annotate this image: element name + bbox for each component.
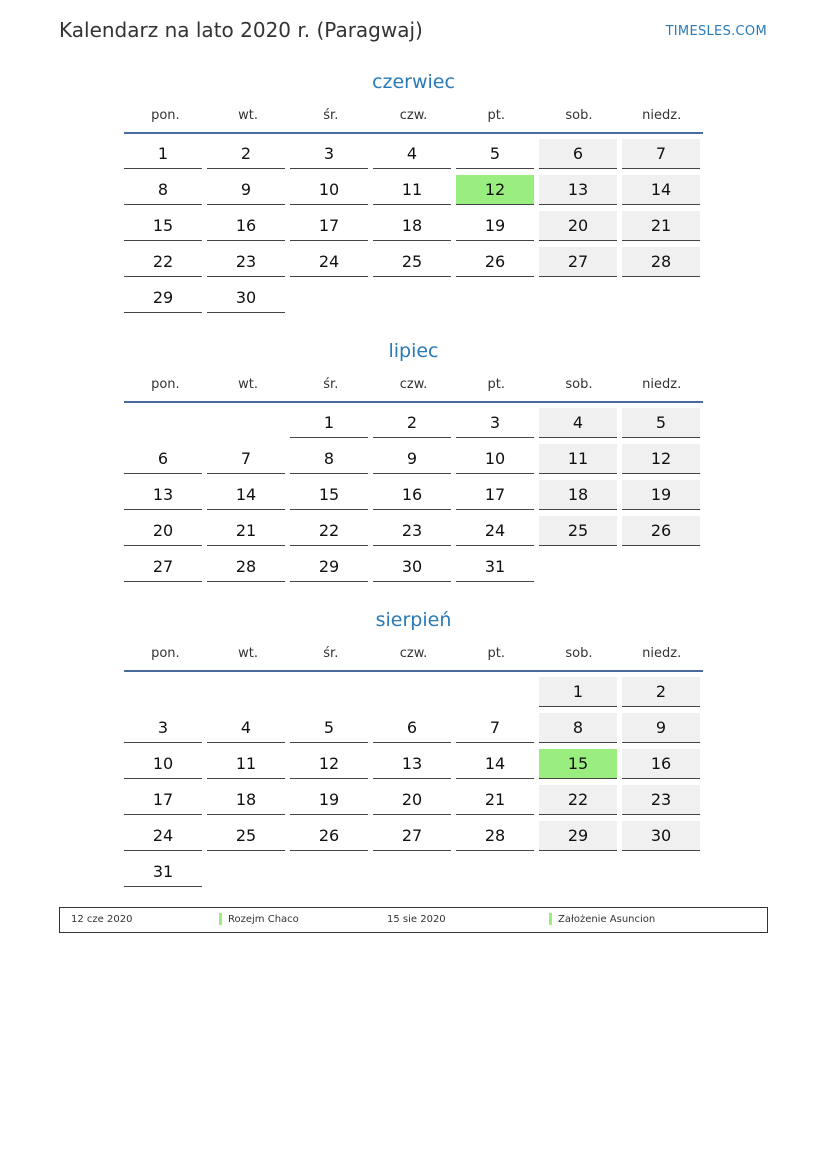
empty-day-cell [539,552,617,582]
holiday-day-cell: 12 [456,175,534,205]
day-cell: 25 [539,516,617,546]
legend-name-2: Założenie Asuncion [558,914,656,925]
day-cell: 2 [207,139,285,169]
empty-day-cell [539,857,617,887]
day-cell: 4 [373,139,451,169]
day-cell: 16 [622,749,700,779]
week-row [124,856,703,892]
weeks [124,407,703,587]
weekday-label: wt. [238,376,259,392]
weeks [124,676,703,892]
weekday-label: wt. [238,107,259,123]
day-cell: 11 [539,444,617,474]
weekday-header [124,367,703,403]
weekday-label: śr. [323,376,339,392]
weekday-label: pon. [151,107,180,123]
day-cell: 8 [539,713,617,743]
legend-marker-1 [219,913,222,925]
day-cell: 31 [124,857,202,887]
day-cell: 2 [373,408,451,438]
day-cell: 8 [290,444,368,474]
day-cell: 12 [290,749,368,779]
week-row [124,246,703,282]
day-cell: 11 [207,749,285,779]
week-row [124,479,703,515]
weekday-label: sob. [565,107,593,123]
legend-date-2: 15 sie 2020 [387,914,446,925]
day-cell: 5 [456,139,534,169]
day-cell: 16 [207,211,285,241]
holiday-legend [59,907,768,933]
month-title: sierpień [375,609,452,631]
week-row [124,820,703,856]
empty-day-cell [622,283,700,313]
week-row [124,443,703,479]
empty-day-cell [207,408,285,438]
empty-day-cell [124,677,202,707]
day-cell: 24 [456,516,534,546]
day-cell: 15 [290,480,368,510]
day-cell: 13 [124,480,202,510]
weekday-label: czw. [399,376,428,392]
day-cell: 23 [207,247,285,277]
week-row [124,551,703,587]
day-cell: 23 [622,785,700,815]
day-cell: 17 [124,785,202,815]
day-cell: 19 [622,480,700,510]
day-cell: 9 [373,444,451,474]
day-cell: 14 [207,480,285,510]
day-cell: 20 [124,516,202,546]
legend-name-1: Rozejm Chaco [228,914,299,925]
weekday-label: czw. [399,645,428,661]
day-cell: 15 [124,211,202,241]
holiday-day-cell: 15 [539,749,617,779]
day-cell: 10 [290,175,368,205]
day-cell: 2 [622,677,700,707]
day-cell: 21 [456,785,534,815]
legend-marker-2 [549,913,552,925]
day-cell: 7 [622,139,700,169]
day-cell: 17 [456,480,534,510]
day-cell: 29 [290,552,368,582]
day-cell: 27 [373,821,451,851]
empty-day-cell [373,283,451,313]
day-cell: 5 [290,713,368,743]
week-row [124,407,703,443]
week-row [124,138,703,174]
weekday-label: sob. [565,376,593,392]
day-cell: 18 [207,785,285,815]
month-title: czerwiec [372,71,455,93]
weekday-label: wt. [238,645,259,661]
day-cell: 29 [124,283,202,313]
empty-day-cell [290,857,368,887]
day-cell: 1 [290,408,368,438]
legend-date-1: 12 cze 2020 [71,914,133,925]
weekday-label: niedz. [642,645,682,661]
page-title: Kalendarz na lato 2020 r. (Paragwaj) [59,18,423,42]
day-cell: 9 [207,175,285,205]
day-cell: 4 [207,713,285,743]
day-cell: 1 [124,139,202,169]
day-cell: 10 [124,749,202,779]
day-cell: 3 [456,408,534,438]
day-cell: 30 [622,821,700,851]
weekday-label: niedz. [642,107,682,123]
day-cell: 9 [622,713,700,743]
day-cell: 20 [373,785,451,815]
day-cell: 20 [539,211,617,241]
empty-day-cell [456,677,534,707]
empty-day-cell [373,857,451,887]
week-row [124,174,703,210]
week-row [124,748,703,784]
week-row [124,712,703,748]
day-cell: 30 [207,283,285,313]
day-cell: 21 [207,516,285,546]
day-cell: 14 [622,175,700,205]
day-cell: 13 [373,749,451,779]
month-july [124,338,703,587]
day-cell: 31 [456,552,534,582]
day-cell: 28 [456,821,534,851]
weekday-label: pon. [151,376,180,392]
day-cell: 17 [290,211,368,241]
day-cell: 3 [290,139,368,169]
week-row [124,515,703,551]
day-cell: 6 [124,444,202,474]
day-cell: 23 [373,516,451,546]
weeks [124,138,703,318]
weekday-label: śr. [323,107,339,123]
day-cell: 8 [124,175,202,205]
week-row [124,676,703,712]
week-row [124,282,703,318]
weekday-header [124,98,703,134]
day-cell: 19 [290,785,368,815]
day-cell: 28 [207,552,285,582]
day-cell: 7 [456,713,534,743]
weekday-header [124,636,703,672]
day-cell: 16 [373,480,451,510]
day-cell: 6 [539,139,617,169]
day-cell: 13 [539,175,617,205]
weekday-label: pt. [487,107,505,123]
empty-day-cell [207,857,285,887]
empty-day-cell [456,857,534,887]
week-row [124,210,703,246]
week-row [124,784,703,820]
month-august [124,607,703,892]
day-cell: 22 [124,247,202,277]
day-cell: 6 [373,713,451,743]
day-cell: 27 [124,552,202,582]
day-cell: 1 [539,677,617,707]
empty-day-cell [456,283,534,313]
weekday-label: sob. [565,645,593,661]
day-cell: 27 [539,247,617,277]
weekday-label: niedz. [642,376,682,392]
day-cell: 28 [622,247,700,277]
brand-link[interactable]: TIMESLES.COM [665,24,767,39]
empty-day-cell [622,857,700,887]
day-cell: 14 [456,749,534,779]
empty-day-cell [290,677,368,707]
day-cell: 19 [456,211,534,241]
day-cell: 7 [207,444,285,474]
weekday-label: pt. [487,376,505,392]
weekday-label: czw. [399,107,428,123]
weekday-label: śr. [323,645,339,661]
day-cell: 22 [539,785,617,815]
empty-day-cell [373,677,451,707]
empty-day-cell [622,552,700,582]
day-cell: 22 [290,516,368,546]
day-cell: 18 [373,211,451,241]
day-cell: 12 [622,444,700,474]
day-cell: 4 [539,408,617,438]
day-cell: 10 [456,444,534,474]
day-cell: 25 [373,247,451,277]
day-cell: 5 [622,408,700,438]
day-cell: 11 [373,175,451,205]
day-cell: 24 [290,247,368,277]
day-cell: 3 [124,713,202,743]
month-june [124,69,703,318]
day-cell: 21 [622,211,700,241]
weekday-label: pon. [151,645,180,661]
day-cell: 24 [124,821,202,851]
day-cell: 26 [622,516,700,546]
empty-day-cell [290,283,368,313]
day-cell: 26 [290,821,368,851]
day-cell: 30 [373,552,451,582]
day-cell: 26 [456,247,534,277]
day-cell: 29 [539,821,617,851]
day-cell: 18 [539,480,617,510]
empty-day-cell [124,408,202,438]
day-cell: 25 [207,821,285,851]
month-title: lipiec [388,340,439,362]
empty-day-cell [539,283,617,313]
weekday-label: pt. [487,645,505,661]
empty-day-cell [207,677,285,707]
